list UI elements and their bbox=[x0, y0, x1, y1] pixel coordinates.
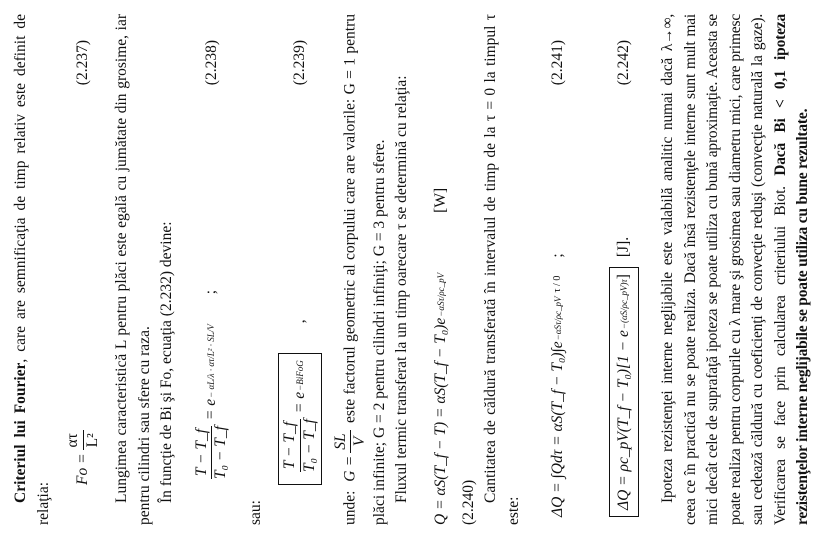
bi-fo-paragraph: În funcţie de Bi şi Fo, ecuaţia (2.232) devine: bbox=[158, 221, 175, 503]
quantity-paragraph: Cantitatea de căldură transferată în intervalul de timp de la τ = 0 la timpul τ este: bbox=[482, 14, 522, 525]
equation-number: (2.239) bbox=[290, 40, 308, 86]
eq238-exponent: − αL/λ · ατ/L² · SL/V bbox=[206, 324, 217, 398]
g-def-num: SL bbox=[333, 430, 351, 452]
eq239-lhs-fraction bbox=[282, 416, 318, 475]
eq242-body: ΔQ = ρc_pV(T_f − T₀)[1 − e bbox=[614, 330, 632, 510]
fourier-def-text: , care are semnificaţia de timp relativ este definit de relaţia: bbox=[12, 14, 52, 525]
eq238-lhs-fraction bbox=[194, 423, 230, 482]
eq238-exp-base: = e bbox=[202, 398, 220, 421]
eq239-lhs-num: T − T_f bbox=[282, 419, 300, 472]
eq242-unit: [J]. bbox=[614, 236, 632, 258]
equation-2-237 bbox=[55, 14, 111, 525]
hypothesis-conclusion: Dacă Bi < 0,1 ipoteza rezistenţelor interne neglijabile se poate utiliza cu bune rezultate. bbox=[771, 14, 812, 525]
eq239-tail: , bbox=[290, 319, 308, 324]
hypothesis-paragraph bbox=[657, 14, 815, 525]
unde-label: unde: bbox=[341, 490, 359, 525]
eq238-tail: ; bbox=[202, 289, 220, 295]
eq237-den: L² bbox=[83, 433, 101, 448]
eq237-num: ατ bbox=[65, 430, 83, 450]
equation-number: (2.237) bbox=[73, 40, 91, 86]
equation-number: (2.242) bbox=[614, 40, 632, 86]
equation-number: (2.241) bbox=[548, 40, 566, 86]
g-def-fraction bbox=[333, 430, 369, 452]
g-factor-paragraph bbox=[333, 14, 391, 525]
eq237-fraction bbox=[65, 430, 101, 450]
eq238-lhs-den: T₀ − T_f bbox=[212, 426, 229, 479]
equation-2-240 bbox=[414, 14, 470, 525]
eq238-lhs-num: T − T_f bbox=[194, 426, 212, 479]
eq240-unit: [W] bbox=[432, 187, 450, 213]
sau-label: sau: bbox=[246, 500, 264, 525]
hypothesis-text: Ipoteza rezistenţei interne neglijabile este valabilă analitic numai dacă λ→∞, ceea ce în practică nu se poate realiza. Dacă însă rezistenţele interne sunt mult mai mici decât cele de suprafaţă ipoteza se poate utiliza cu bună aproximaţie. Aceasta se poate realiza pentru corpurile cu λ mare şi grosimea sau diametru mici, care primesc sau cedează căldură cu coeficienţi de convecţie reduşi (convecţie naturală la gaze). Verificarea se face prin calcularea criteriului Biot. bbox=[659, 14, 789, 525]
eq239-rhs: = e bbox=[290, 391, 308, 414]
eq237-lhs: Fo = bbox=[73, 453, 91, 485]
eq239-lhs-den: T₀ − T_f bbox=[300, 419, 318, 472]
g-def-lhs: G = bbox=[341, 455, 359, 482]
equation-2-239 bbox=[267, 14, 333, 525]
g-def-text: este factorul geometric al corpului care are valorile: G = 1 pentru plăci infinite; G = 2 pentru cilindri infiniţi; G = 3 pentru sfere. bbox=[341, 13, 388, 525]
equation-2-241 bbox=[525, 14, 591, 525]
fourier-term: Criteriul lui Fourier bbox=[12, 362, 29, 503]
equation-2-238 bbox=[179, 14, 245, 525]
eq242-box bbox=[609, 267, 640, 517]
eq242-close: ] bbox=[614, 274, 632, 280]
eq241-body: ΔQ = ∫Qdτ = αS(T_f − T₀)∫e bbox=[548, 341, 566, 517]
eq242-exponent: −(αS/ρc_pV)τ bbox=[618, 279, 629, 330]
equation-2-242 bbox=[591, 14, 657, 525]
fourier-paragraph bbox=[10, 14, 55, 525]
eq240-number: (2.240) bbox=[459, 479, 477, 525]
eq241-tail: ; bbox=[548, 253, 566, 258]
flux-paragraph: Fluxul termic transferat la un timp oarecare τ se determină cu relaţia: bbox=[393, 75, 411, 503]
g-def-den: V bbox=[351, 436, 369, 447]
eq240-exponent: −αSτ/ρc_pV bbox=[436, 272, 447, 317]
eq241-limits: τ / 0 bbox=[551, 275, 563, 293]
eq241-exponent: −αSτ/ρc_pV bbox=[552, 296, 563, 341]
equation-number: (2.238) bbox=[202, 40, 220, 86]
eq239-exponent: −BiFoG bbox=[294, 360, 305, 391]
length-paragraph: Lungimea caracteristică L pentru plăci este egală cu jumătate din grosime, iar pentru cilindri sau sfere cu raza. bbox=[113, 14, 153, 525]
eq239-box bbox=[278, 353, 322, 485]
eq240-body: Q = αS(T_f − T) = αS(T_f − T₀)e bbox=[432, 317, 450, 525]
